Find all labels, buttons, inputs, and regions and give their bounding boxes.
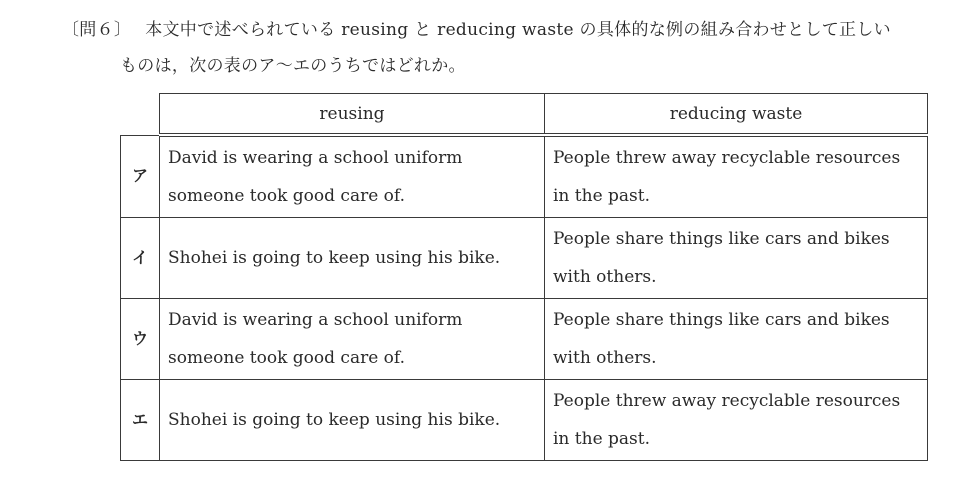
reusing-cell: Shohei is going to keep using his bike. <box>160 380 545 461</box>
option-label: エ <box>121 380 160 461</box>
reducing-waste-cell: People share things like cars and bikes with others. <box>545 299 928 380</box>
header-reducing-waste: reducing waste <box>545 94 928 136</box>
table-row <box>121 380 928 461</box>
table-row <box>121 218 928 299</box>
reusing-cell: David is wearing a school uniform someone took good care of. <box>160 135 545 218</box>
reducing-waste-cell: People share things like cars and bikes with others. <box>545 218 928 299</box>
question-number: 〔問６〕 <box>62 20 132 40</box>
reusing-cell: Shohei is going to keep using his bike. <box>160 218 545 299</box>
reducing-waste-cell: People threw away recyclable resources in the past. <box>545 380 928 461</box>
reusing-cell: David is wearing a school uniform someone took good care of. <box>160 299 545 380</box>
table-row <box>121 135 928 218</box>
option-label: イ <box>121 218 160 299</box>
table-header-row <box>121 94 928 136</box>
question-prompt <box>62 12 942 84</box>
option-label: ウ <box>121 299 160 380</box>
option-label: ア <box>121 135 160 218</box>
header-reusing: reusing <box>160 94 545 136</box>
table-row <box>121 299 928 380</box>
question-text-line-1: 本文中で述べられている reusing と reducing waste の具体的な例の組み合わせとして正しい <box>145 20 891 40</box>
question-line-2: ものは，次の表のア～エのうちではどれか。 <box>120 56 466 76</box>
reducing-waste-cell: People threw away recyclable resources in the past. <box>545 135 928 218</box>
header-corner <box>121 94 160 136</box>
answer-table <box>120 93 928 461</box>
question-line-1 <box>62 12 942 48</box>
